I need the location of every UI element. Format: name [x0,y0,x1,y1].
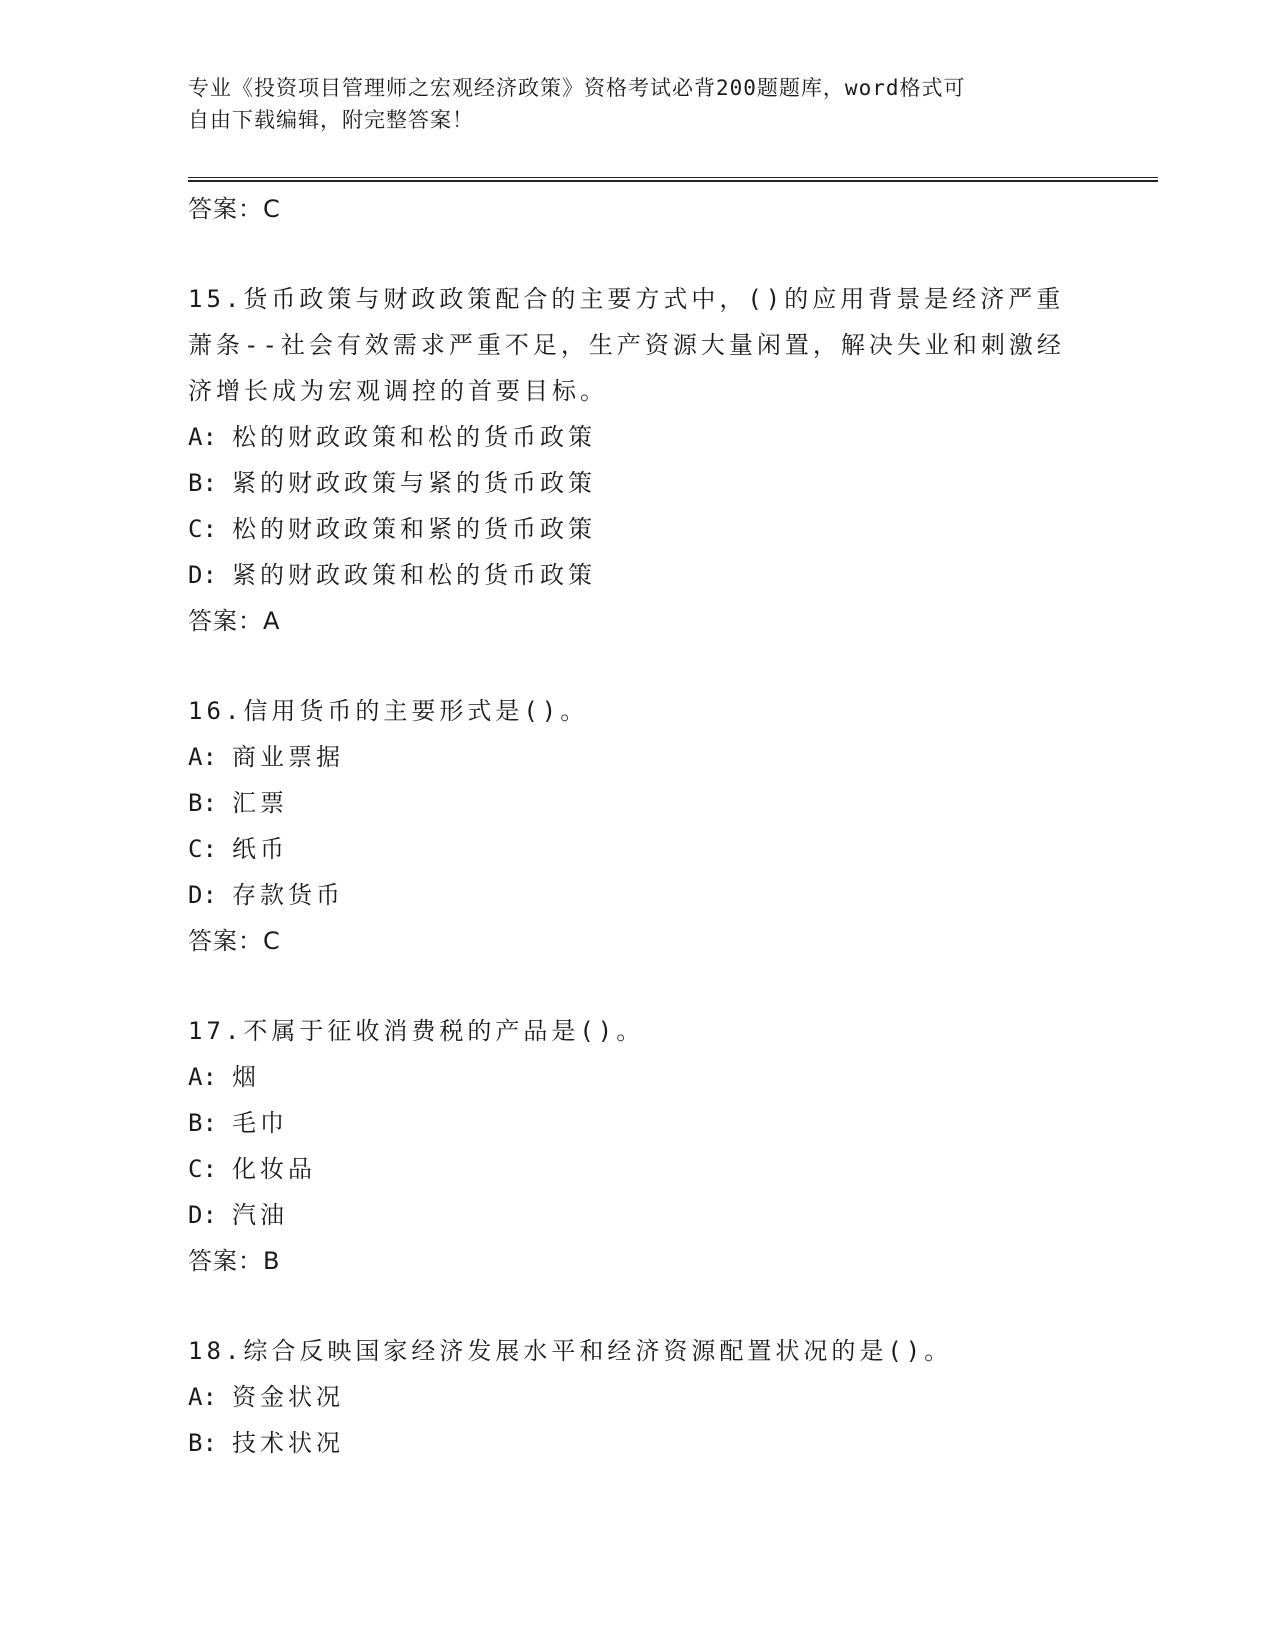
option-letter: D: [188,881,217,909]
question-16 [188,688,1088,964]
option-d [188,872,1088,918]
option-text: 技术状况 [232,1429,344,1457]
option-d [188,1192,1088,1238]
question-stem: 15.货币政策与财政政策配合的主要方式中，()的应用背景是经济严重萧条--社会有效需求严重不足，生产资源大量闲置，解决失业和刺激经济增长成为宏观调控的首要目标。 [188,285,1065,405]
option-text: 存款货币 [232,881,344,909]
option-letter: B: [188,469,217,497]
option-a [188,414,1088,460]
option-b [188,1100,1088,1146]
question-17 [188,1008,1088,1284]
option-letter: C: [188,1155,217,1183]
question-18 [188,1328,1088,1466]
option-letter: A: [188,423,217,451]
option-text: 纸币 [232,835,288,863]
option-a [188,734,1088,780]
option-text: 紧的财政政策和松的货币政策 [232,561,596,589]
option-text: 化妆品 [232,1155,316,1183]
option-letter: D: [188,561,217,589]
option-letter: A: [188,1063,217,1091]
option-text: 松的财政政策和松的货币政策 [232,423,596,451]
option-a [188,1054,1088,1100]
header-divider [188,177,1158,182]
option-text: 毛巾 [232,1109,288,1137]
option-b [188,460,1088,506]
option-c [188,826,1088,872]
option-text: 松的财政政策和紧的货币政策 [232,515,596,543]
document-body [188,186,1088,1466]
option-b [188,1420,1088,1466]
question-stem: 16.信用货币的主要形式是()。 [188,697,589,725]
option-text: 烟 [232,1063,260,1091]
option-d [188,552,1088,598]
option-text: 汽油 [232,1201,288,1229]
option-letter: B: [188,1109,217,1137]
question-stem: 18.综合反映国家经济发展水平和经济资源配置状况的是()。 [188,1337,953,1365]
option-text: 商业票据 [232,743,344,771]
option-letter: C: [188,515,217,543]
option-a [188,1374,1088,1420]
option-letter: B: [188,789,217,817]
option-letter: A: [188,1383,217,1411]
answer-line: 答案：A [188,607,281,635]
option-text: 紧的财政政策与紧的货币政策 [232,469,596,497]
answer-line: 答案：C [188,195,281,223]
document-header [188,72,1078,136]
option-letter: A: [188,743,217,771]
option-c [188,506,1088,552]
header-line-2: 自由下载编辑，附完整答案！ [188,108,474,132]
option-c [188,1146,1088,1192]
answer-line: 答案：C [188,927,281,955]
option-letter: B: [188,1429,217,1457]
option-text: 资金状况 [232,1383,344,1411]
option-b [188,780,1088,826]
question-15 [188,276,1088,644]
question-stem: 17.不属于征收消费税的产品是()。 [188,1017,645,1045]
header-line-1: 专业《投资项目管理师之宏观经济政策》资格考试必背200题题库，word格式可 [188,76,966,100]
option-letter: C: [188,835,217,863]
option-letter: D: [188,1201,217,1229]
answer-line: 答案：B [188,1247,281,1275]
option-text: 汇票 [232,789,288,817]
